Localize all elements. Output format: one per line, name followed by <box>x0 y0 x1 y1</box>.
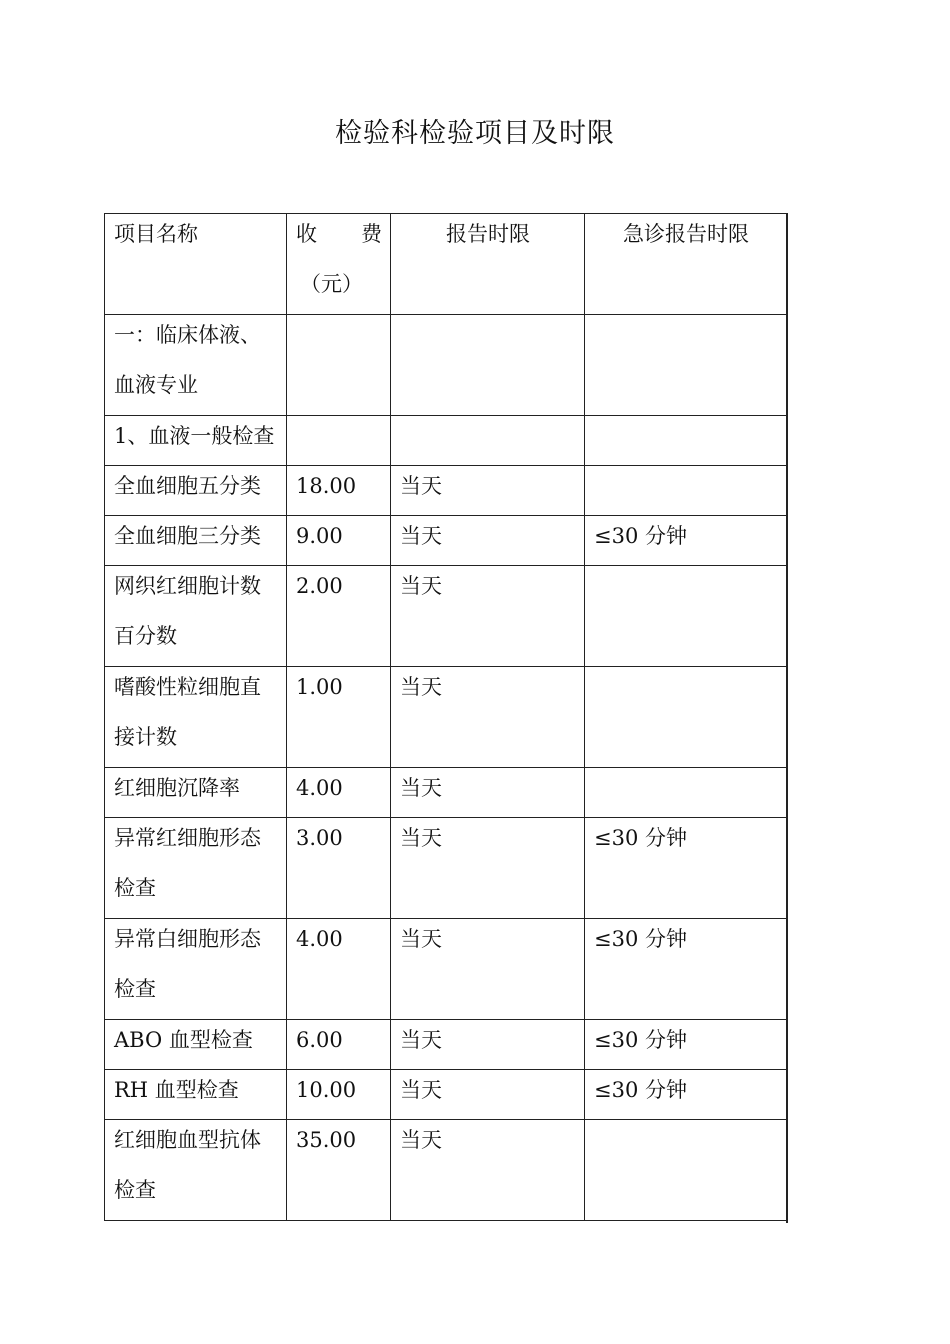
item-name: 网织红细胞计数百分数 <box>105 566 287 667</box>
item-report-time <box>391 315 585 416</box>
table-row <box>105 566 787 667</box>
item-fee: 1.00 <box>287 667 391 768</box>
table-row <box>105 818 787 919</box>
item-name: 全血细胞五分类 <box>105 466 287 516</box>
item-fee: 2.00 <box>287 566 391 667</box>
table-row <box>105 1070 787 1120</box>
item-emergency-time <box>585 667 787 768</box>
item-emergency-time: ≤30 分钟 <box>585 516 787 566</box>
item-fee: 10.00 <box>287 1070 391 1120</box>
item-name: ABO 血型检查 <box>105 1020 287 1070</box>
item-name: 异常红细胞形态检查 <box>105 818 287 919</box>
table-right-border <box>786 213 788 1223</box>
item-emergency-time <box>585 566 787 667</box>
header-name: 项目名称 <box>105 214 287 315</box>
item-report-time <box>391 416 585 466</box>
table-row <box>105 1020 787 1070</box>
header-emergency-time: 急诊报告时限 <box>585 214 787 315</box>
item-emergency-time <box>585 315 787 416</box>
item-report-time: 当天 <box>391 667 585 768</box>
item-emergency-time: ≤30 分钟 <box>585 818 787 919</box>
item-report-time: 当天 <box>391 516 585 566</box>
item-emergency-time: ≤30 分钟 <box>585 1070 787 1120</box>
item-name: 全血细胞三分类 <box>105 516 287 566</box>
table-row <box>105 516 787 566</box>
item-report-time: 当天 <box>391 919 585 1020</box>
lab-items-table <box>104 213 787 1221</box>
header-report-time: 报告时限 <box>391 214 585 315</box>
item-fee <box>287 315 391 416</box>
item-name: 一：临床体液、血液专业 <box>105 315 287 416</box>
item-report-time: 当天 <box>391 466 585 516</box>
table-row <box>105 919 787 1020</box>
item-fee: 3.00 <box>287 818 391 919</box>
item-emergency-time: ≤30 分钟 <box>585 919 787 1020</box>
item-name: 红细胞血型抗体检查 <box>105 1120 287 1221</box>
item-report-time: 当天 <box>391 1020 585 1070</box>
item-emergency-time <box>585 466 787 516</box>
item-fee <box>287 416 391 466</box>
item-emergency-time <box>585 768 787 818</box>
item-name: 红细胞沉降率 <box>105 768 287 818</box>
table-header-row <box>105 214 787 315</box>
table-row <box>105 1120 787 1221</box>
table-row <box>105 466 787 516</box>
item-name: 异常白细胞形态检查 <box>105 919 287 1020</box>
table-row <box>105 416 787 466</box>
header-fee: 收 费 （元） <box>287 214 391 315</box>
table-row <box>105 768 787 818</box>
item-report-time: 当天 <box>391 818 585 919</box>
item-name: 1、血液一般检查 <box>105 416 287 466</box>
item-report-time: 当天 <box>391 768 585 818</box>
item-emergency-time: ≤30 分钟 <box>585 1020 787 1070</box>
table-row <box>105 315 787 416</box>
item-fee: 4.00 <box>287 919 391 1020</box>
page-title: 检验科检验项目及时限 <box>335 118 615 149</box>
table-row <box>105 667 787 768</box>
item-name: RH 血型检查 <box>105 1070 287 1120</box>
item-emergency-time <box>585 1120 787 1221</box>
item-report-time: 当天 <box>391 1070 585 1120</box>
item-fee: 18.00 <box>287 466 391 516</box>
item-fee: 9.00 <box>287 516 391 566</box>
item-name: 嗜酸性粒细胞直接计数 <box>105 667 287 768</box>
item-report-time: 当天 <box>391 1120 585 1221</box>
item-fee: 4.00 <box>287 768 391 818</box>
item-report-time: 当天 <box>391 566 585 667</box>
item-fee: 35.00 <box>287 1120 391 1221</box>
item-fee: 6.00 <box>287 1020 391 1070</box>
item-emergency-time <box>585 416 787 466</box>
